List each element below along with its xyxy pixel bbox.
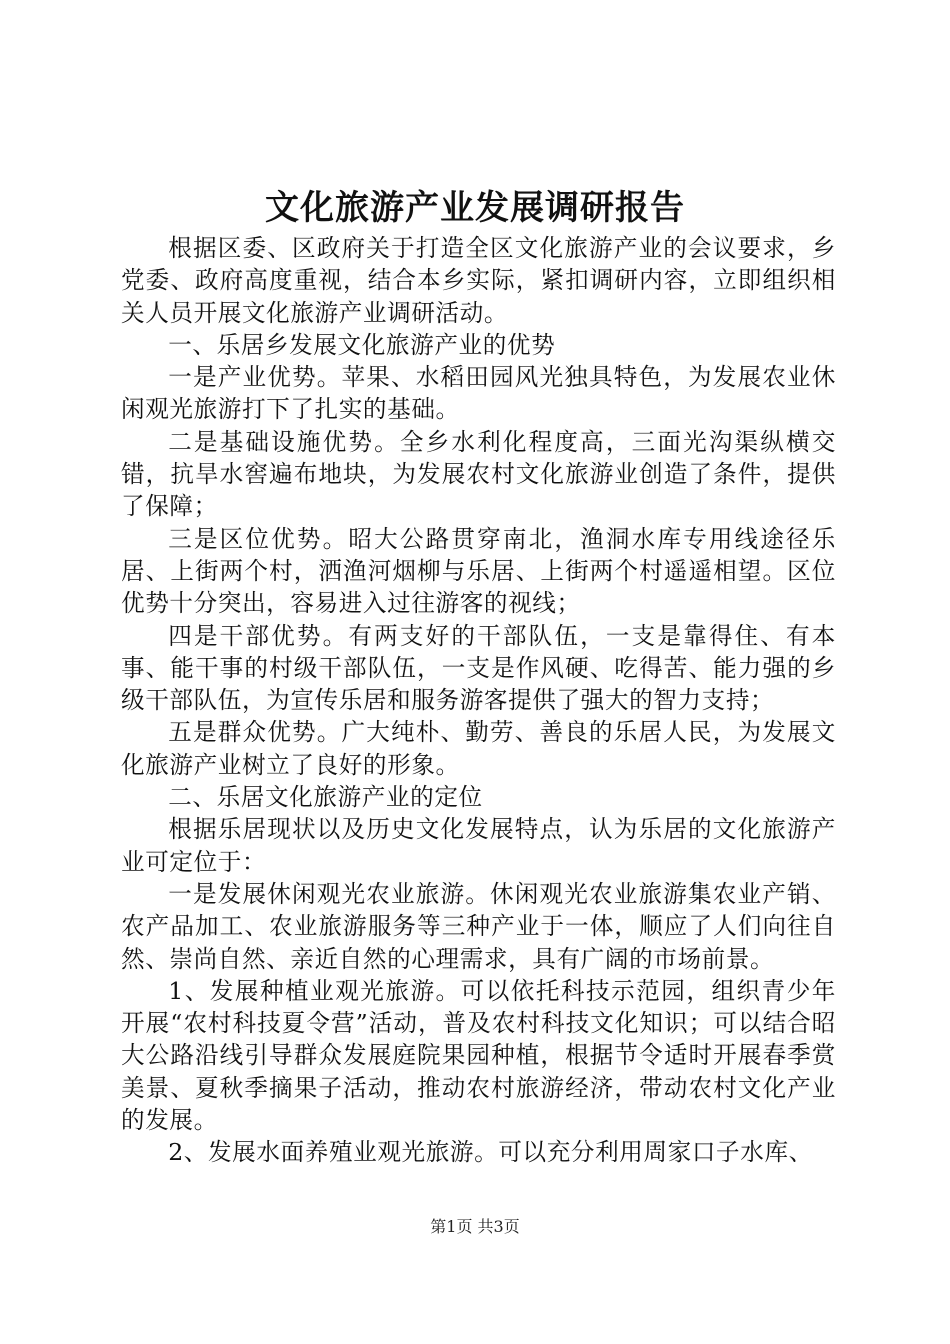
paragraph-planting-tourism: 1、发展种植业观光旅游。可以依托科技示范园，组织青少年开展“农村科技夏令营”活动，普及农村科技文化知识；可以结合昭大公路沿线引导群众发展庭院果园种植，根据节令适时开展春季赏美景、夏秋季摘果子活动，推动农村旅游经济，带动农村文化产业的发展。 [121,976,836,1135]
section-heading-advantages: 一、乐居乡发展文化旅游产业的优势 [168,330,556,359]
paragraph-industry-advantage: 一是产业优势。苹果、水稻田园风光独具特色，为发展农业休闲观光旅游打下了扎实的基础。 [121,363,836,424]
paragraph-aquaculture-tourism: 2、发展水面养殖业观光旅游。可以充分利用周家口子水库、 [168,1138,813,1167]
document-title: 文化旅游产业发展调研报告 [265,188,685,228]
paragraph-infrastructure-advantage: 二是基础设施优势。全乡水利化程度高，三面光沟渠纵横交错，抗旱水窖遍布地块，为发展农村文化旅游业创造了条件，提供了保障； [121,427,836,521]
document-body [121,232,836,1169]
section-heading-positioning: 二、乐居文化旅游产业的定位 [168,783,483,812]
paragraph-positioning-intro: 根据乐居现状以及历史文化发展特点，认为乐居的文化旅游产业可定位于： [121,815,836,876]
paragraph-location-advantage: 三是区位优势。昭大公路贯穿南北，渔洞水库专用线途径乐居、上街两个村，洒渔河烟柳与乐居、上街两个村遥遥相望。区位优势十分突出，容易进入过往游客的视线； [121,524,836,618]
paragraph-intro: 根据区委、区政府关于打造全区文化旅游产业的会议要求，乡党委、政府高度重视，结合本乡实际，紧扣调研内容，立即组织相关人员开展文化旅游产业调研活动。 [121,234,836,327]
paragraph-public-advantage: 五是群众优势。广大纯朴、勤劳、善良的乐居人民，为发展文化旅游产业树立了良好的形象。 [121,718,836,779]
paragraph-cadre-advantage: 四是干部优势。有两支好的干部队伍，一支是靠得住、有本事、能干事的村级干部队伍，一支是作风硬、吃得苦、能力强的乡级干部队伍，为宣传乐居和服务游客提供了强大的智力支持； [121,621,836,715]
page-footer: 第1页 共3页 [430,1217,520,1236]
paragraph-leisure-agriculture: 一是发展休闲观光农业旅游。休闲观光农业旅游集农业产销、农产品加工、农业旅游服务等三种产业于一体，顺应了人们向往自然、崇尚自然、亲近自然的心理需求，具有广阔的市场前景。 [121,879,836,973]
